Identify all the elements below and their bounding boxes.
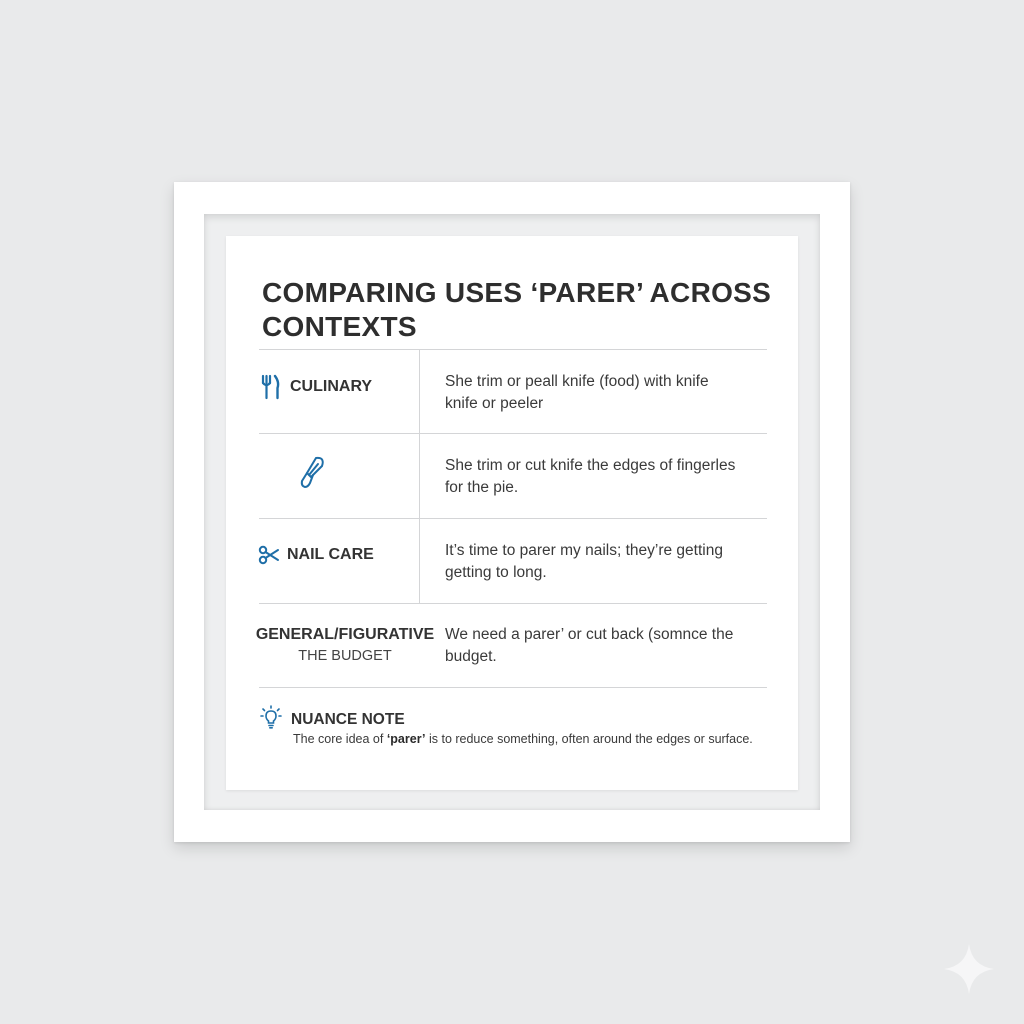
card-title: COMPARING USES ‘PARER’ ACROSS CONTEXTS xyxy=(262,277,772,342)
note-text-after: is to reduce something, often around the edges or surface. xyxy=(425,732,753,746)
divider-row-1 xyxy=(259,433,767,434)
context-culinary xyxy=(260,374,372,400)
divider-row-3 xyxy=(259,603,767,604)
example-nail-care: It’s time to parer my nails; they’re getting getting to long. xyxy=(445,542,723,581)
context-sublabel: THE BUDGET xyxy=(298,648,392,664)
fork-knife-icon xyxy=(260,374,280,400)
example-culinary: She trim or peall knife (food) with knife knife or peeler xyxy=(445,373,709,412)
sparkle-icon xyxy=(942,942,996,1001)
divider-row-4 xyxy=(259,687,767,688)
note-text-before: The core idea of xyxy=(293,732,387,746)
paring-knife-icon xyxy=(298,455,328,496)
nuance-note-text xyxy=(293,730,793,748)
info-card xyxy=(226,236,798,790)
scissors-icon xyxy=(258,545,280,565)
context-nail-care xyxy=(258,545,374,565)
column-divider xyxy=(419,349,420,603)
frame-mat xyxy=(204,214,820,810)
lightbulb-icon xyxy=(260,705,282,734)
context-label: CULINARY xyxy=(290,378,373,395)
example-paring: She trim or cut knife the edges of fingerles for the pie. xyxy=(445,457,736,496)
example-general: We need a parer’ or cut back (somnce the budget. xyxy=(445,626,734,665)
note-keyword: ‘parer’ xyxy=(386,732,426,746)
note-heading-text: NUANCE NOTE xyxy=(291,710,405,728)
picture-frame xyxy=(174,182,850,842)
context-general: GENERAL/FIGURATIVE xyxy=(255,626,435,643)
context-label: NAIL CARE xyxy=(287,546,374,563)
divider-row-2 xyxy=(259,518,767,519)
divider-top xyxy=(259,349,767,350)
